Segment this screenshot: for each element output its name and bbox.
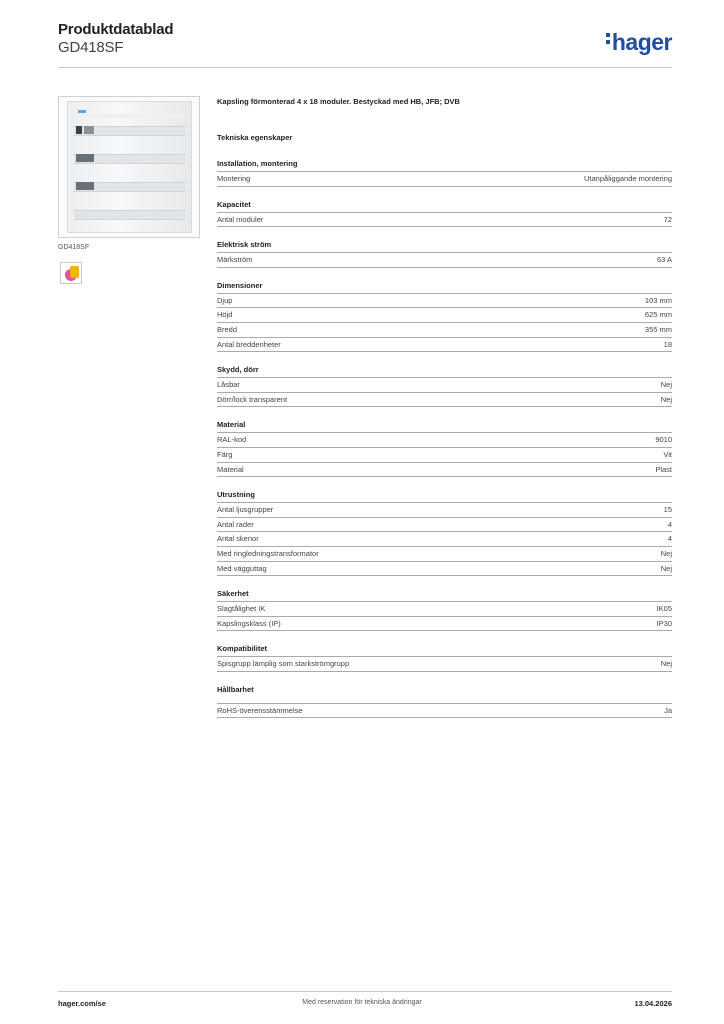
section-title: Skydd, dörr [217,364,672,378]
spec-label: RAL-kod [217,435,247,445]
product-code: GD418SF [58,39,124,56]
spec-label: Med ringledningstransformator [217,548,319,558]
page-title: Produktdatablad [58,21,174,38]
spec-value: Nej [660,394,672,404]
spec-row [217,213,672,228]
spec-section [217,280,672,352]
spec-value: 63 A [656,255,672,265]
spec-section [217,489,672,576]
spec-value: IP30 [656,618,672,628]
header-divider [58,67,672,68]
spec-row [217,393,672,408]
spec-label: Märkström [217,255,253,265]
spec-label: RoHS-överensstämmelse [217,705,303,715]
footer-website: hager.com/se [58,999,106,1008]
spec-label: Bredd [217,324,238,334]
spec-label: Slagtålighet IK [217,604,266,614]
footer-notice: Med reservation för tekniska ändringar [302,999,422,1006]
section-title: Utrustning [217,489,672,503]
spec-row [217,562,672,577]
product-image-caption: GD418SF [58,244,90,251]
spec-label: Antal ljusgrupper [217,505,274,515]
spec-label: Montering [217,174,251,183]
spec-row [217,503,672,518]
product-description: Kapsling förmonterad 4 x 18 moduler. Bestyckad med HB, JFB; DVB [217,97,460,106]
spec-section [217,419,672,477]
spec-value: 4 [667,534,672,544]
spec-value: 4 [667,519,672,529]
spec-label: Höjd [217,310,233,320]
section-title: Hållbarhet [217,684,672,704]
spec-label: Antal skenor [217,534,259,544]
spec-row [217,617,672,632]
spec-section [217,684,672,719]
spec-label: Material [217,464,244,474]
spec-label: Djup [217,295,233,305]
spec-row [217,378,672,393]
section-title: Dimensioner [217,280,672,294]
spec-value: Ja [664,705,672,715]
spec-section [217,643,672,672]
spec-sections [217,158,672,718]
spec-row [217,172,672,187]
spec-value: Plast [655,464,672,474]
spec-label: Färg [217,449,233,459]
spec-row [217,704,672,719]
spec-value: 355 mm [644,324,672,334]
spec-section [217,588,672,631]
spec-value: Nej [660,659,672,669]
spec-value: 72 [663,214,672,224]
hager-logo [606,29,672,56]
spec-row [217,657,672,672]
spec-value: Vit [663,449,672,459]
product-image [58,96,200,238]
spec-value: Nej [660,563,672,573]
spec-value: IK05 [656,604,672,614]
spec-row [217,323,672,338]
spec-value: 103 mm [644,295,672,305]
section-title: Material [217,419,672,433]
spec-content [217,96,672,718]
spec-row [217,433,672,448]
spec-label: Kapslingsklass (IP) [217,618,281,628]
spec-row [217,602,672,617]
spec-label: Dörr/lock transparent [217,394,288,404]
spec-section [217,239,672,268]
section-title: Kompatibilitet [217,643,672,657]
spec-value: 625 mm [644,310,672,320]
spec-label: Antal breddenheter [217,339,281,349]
logo-dots-icon [606,33,610,47]
spec-value: Nej [660,380,672,390]
section-title: Säkerhet [217,588,672,602]
spec-value: 15 [663,505,672,515]
footer-date: 13.04.2026 [634,999,672,1008]
spec-label: Antal moduler [217,214,264,224]
spec-label: Med vägguttag [217,563,267,573]
specs-heading: Tekniska egenskaper [217,133,293,142]
spec-value: 9010 [655,435,672,445]
spec-section [217,199,672,228]
spec-row [217,338,672,353]
spec-row [217,547,672,562]
spec-row [217,294,672,309]
section-title: Installation, montering [217,158,672,172]
logo-text: hager [611,29,672,55]
spec-row [217,253,672,268]
recycle-label-icon [60,262,82,284]
spec-row [217,463,672,478]
section-title: Kapacitet [217,199,672,213]
spec-label: Spisgrupp lämplig som starkströmgrupp [217,659,350,669]
enclosure-illustration [67,101,192,233]
spec-label: Antal rader [217,519,254,529]
spec-section [217,158,672,187]
spec-value: Utanpåliggande montering [584,174,672,183]
spec-row [217,518,672,533]
footer-divider [58,991,672,992]
spec-section [217,364,672,407]
section-title: Elektrisk ström [217,239,672,253]
spec-value: 18 [663,339,672,349]
spec-row [217,308,672,323]
spec-label: Låsbar [217,380,240,390]
spec-value: Nej [660,548,672,558]
spec-row [217,532,672,547]
spec-row [217,448,672,463]
